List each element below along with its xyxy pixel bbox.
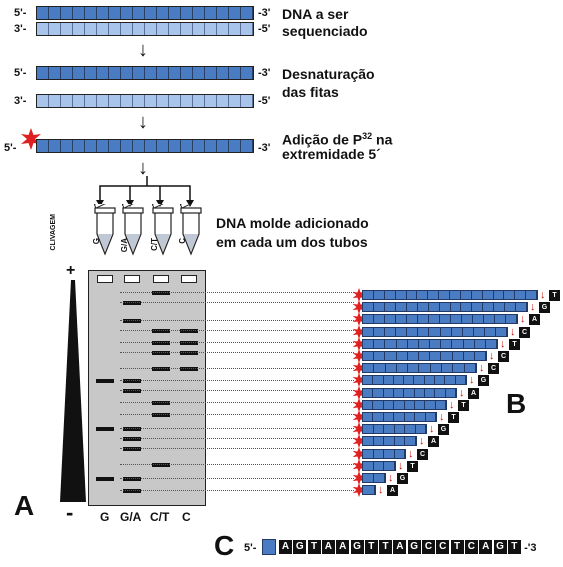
terminal-nucleotide: A [468, 388, 479, 399]
guide-line [120, 390, 354, 391]
terminal-nucleotide: C [488, 363, 499, 374]
guide-line [120, 368, 354, 369]
cleavage-arrow-icon: ↓ [408, 447, 414, 460]
terminal-nucleotide: T [407, 461, 418, 472]
dna-fragment [362, 375, 467, 385]
lane-label: C [182, 510, 191, 524]
guide-line [120, 464, 354, 465]
gel-well [97, 275, 113, 283]
guide-line [120, 414, 354, 415]
terminal-nucleotide: A [428, 436, 439, 447]
guide-line [120, 292, 354, 293]
dna-strand-bottom [36, 22, 254, 36]
sequence-base: G [494, 540, 507, 554]
terminal-nucleotide: T [509, 339, 520, 350]
terminal-nucleotide: G [539, 302, 550, 313]
dna-strand-top [36, 6, 254, 20]
dna-fragment [362, 424, 427, 434]
strand3-3prime: -3' [258, 67, 271, 79]
strand3-5prime: 5'- [14, 67, 27, 79]
panel-label-b: B [506, 388, 527, 419]
sequence-base: A [393, 540, 406, 554]
terminal-nucleotide: A [529, 314, 540, 325]
sequence-base: G [408, 540, 421, 554]
caption-denat-line1: Desnaturação [282, 66, 375, 82]
strand1-5prime: 5'- [14, 7, 27, 19]
lane-label: G [100, 510, 110, 524]
sequence-base: C [436, 540, 449, 554]
terminal-nucleotide: C [498, 351, 509, 362]
caption-molde-line1: DNA molde adicionado [216, 215, 369, 231]
dna-fragment [362, 400, 447, 410]
panel-label-a: A [14, 490, 35, 521]
dna-fragment [362, 412, 437, 422]
dna-fragment [362, 302, 528, 312]
tube-0 [94, 204, 116, 263]
guide-line [120, 438, 354, 439]
strand5-3prime: -3' [258, 142, 271, 154]
dna-fragment [362, 290, 538, 300]
tube-label: C [178, 238, 187, 244]
sequence-base: A [322, 540, 335, 554]
dna-fragment [362, 314, 518, 324]
down-arrow-icon: ↓ [138, 157, 148, 179]
sequence-5prime: 5'- [244, 542, 257, 554]
gradient-minus: - [66, 500, 74, 525]
guide-line [120, 330, 354, 331]
cleavage-arrow-icon: ↓ [520, 313, 526, 326]
gel-well [153, 275, 169, 283]
terminal-nucleotide: A [387, 485, 398, 496]
caption-p32-line1: Adição de $P^{32}$ na [282, 131, 393, 148]
cleavage-arrow-icon: ↓ [489, 350, 495, 362]
panel-label-c: C [214, 530, 235, 561]
tube-1 [122, 204, 144, 263]
cleavage-arrow-icon: ↓ [378, 484, 384, 497]
gel-band [96, 477, 114, 481]
down-arrow-icon: ↓ [138, 39, 148, 61]
lane-label: G/A [120, 510, 142, 524]
guide-line [120, 448, 354, 449]
guide-line [120, 380, 354, 381]
denatured-strand-top [36, 66, 254, 80]
terminal-nucleotide: T [458, 400, 469, 411]
labeled-strand [36, 139, 254, 153]
tube-label: G/A [120, 238, 129, 253]
caption-molde-line2: em cada um dos tubos [216, 234, 368, 250]
sequence-primer-block [262, 539, 276, 555]
cleavage-arrow-icon: ↓ [439, 411, 445, 423]
caption-dna-line1: DNA a ser [282, 6, 349, 22]
sequence-base: T [451, 540, 464, 554]
dna-fragment [362, 436, 417, 446]
strand4-5prime: -5' [258, 95, 271, 107]
cleavage-arrow-icon: ↓ [388, 472, 394, 484]
dna-fragment [362, 449, 406, 459]
dna-fragment [362, 485, 376, 495]
gradient-plus: + [66, 262, 76, 279]
strand4-3prime: 3'- [14, 95, 27, 107]
cleavage-arrow-icon: ↓ [459, 386, 465, 399]
guide-line [120, 402, 354, 403]
caption-denat-line2: das fitas [282, 84, 339, 100]
cleavage-label: CLIVAGEM [50, 214, 57, 251]
dna-fragment [362, 363, 477, 373]
strand5-5prime: 5'- [4, 142, 17, 154]
terminal-nucleotide: C [417, 449, 428, 460]
sequence-base: T [508, 540, 521, 554]
strand1-3prime: -3' [258, 7, 271, 19]
guide-line [120, 342, 354, 343]
tube-label: C/T [150, 238, 159, 251]
cleavage-arrow-icon: ↓ [449, 398, 455, 411]
dna-fragment [362, 461, 396, 471]
sequence-3prime: -'3 [524, 542, 537, 554]
dna-fragment [362, 388, 457, 398]
dna-fragment [362, 327, 508, 337]
caption-p32-line2: extremidade 5´ [282, 146, 381, 162]
cleavage-arrow-icon: ↓ [540, 289, 546, 301]
denatured-strand-bottom [36, 94, 254, 108]
dna-fragment [362, 351, 487, 361]
sequence-base: A [279, 540, 292, 554]
terminal-nucleotide: G [397, 473, 408, 484]
cleavage-arrow-icon: ↓ [479, 362, 485, 375]
guide-line [120, 428, 354, 429]
down-arrow-icon: ↓ [138, 111, 148, 133]
gel-band [96, 427, 114, 431]
dna-fragment [362, 473, 386, 483]
sequence-base: G [293, 540, 306, 554]
caption-dna-line2: sequenciado [282, 23, 368, 39]
terminal-nucleotide: G [478, 375, 489, 386]
strand2-3prime: 3'- [14, 23, 27, 35]
cleavage-arrow-icon: ↓ [429, 423, 435, 436]
tube-3 [180, 204, 202, 263]
guide-line [120, 352, 354, 353]
gradient-wedge [58, 280, 88, 502]
sequencing-gel [88, 270, 206, 506]
cleavage-arrow-icon: ↓ [419, 435, 425, 448]
tube-label: G [92, 238, 101, 245]
guide-line [120, 490, 354, 491]
terminal-nucleotide: T [448, 412, 459, 423]
terminal-nucleotide: T [549, 290, 560, 301]
lane-label: C/T [150, 510, 170, 524]
sequence-base: T [308, 540, 321, 554]
sequence-base: C [422, 540, 435, 554]
cleavage-arrow-icon: ↓ [398, 459, 404, 472]
tube-2 [152, 204, 174, 263]
sequence-base: T [365, 540, 378, 554]
strand2-5prime: -5' [258, 23, 271, 35]
gel-well [181, 275, 197, 283]
sequence-base: G [351, 540, 364, 554]
dna-fragment [362, 339, 498, 349]
terminal-nucleotide: C [519, 327, 530, 338]
sequence-base: A [336, 540, 349, 554]
guide-line [120, 478, 354, 479]
cleavage-arrow-icon: ↓ [469, 374, 475, 387]
guide-line [120, 302, 354, 303]
cleavage-arrow-icon: ↓ [530, 301, 536, 314]
sequence-base: C [465, 540, 478, 554]
cleavage-arrow-icon: ↓ [500, 337, 506, 350]
gel-well [124, 275, 140, 283]
sequence-base: T [379, 540, 392, 554]
cleavage-arrow-icon: ↓ [510, 325, 516, 338]
sequence-base: A [479, 540, 492, 554]
gel-band [96, 379, 114, 383]
terminal-nucleotide: G [438, 424, 449, 435]
guide-line [120, 320, 354, 321]
